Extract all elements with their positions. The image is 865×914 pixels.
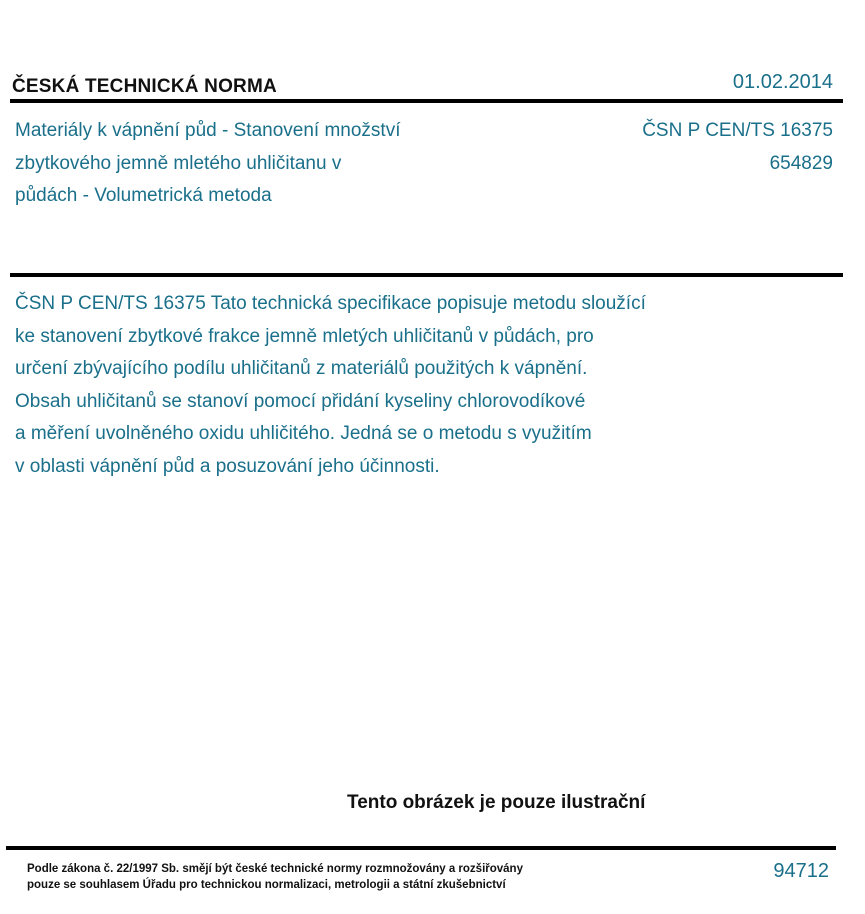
legal-line: pouze se souhlasem Úřadu pro technickou normalizaci, metrologii a státní zkušebnictví xyxy=(27,878,506,891)
description-line: ke stanovení zbytkové frakce jemně mletých uhličitanů v půdách, pro xyxy=(15,325,594,347)
legal-notice xyxy=(27,862,523,893)
description-line: v oblasti vápnění půd a posuzování jeho účinnosti. xyxy=(15,455,440,477)
standard-identifier xyxy=(642,115,833,180)
illustration-note: Tento obrázek je pouze ilustrační xyxy=(347,792,646,813)
standard-description xyxy=(15,288,775,483)
description-line: ČSN P CEN/TS 16375 Tato technická specifikace popisuje metodu sloužící xyxy=(15,293,646,314)
standard-code: ČSN P CEN/TS 16375 xyxy=(642,120,833,141)
footer-divider xyxy=(6,846,836,850)
document-number: 94712 xyxy=(773,860,829,882)
description-line: a měření uvolněného oxidu uhličitého. Jedná se o metodu s využitím xyxy=(15,423,592,444)
header-divider xyxy=(10,99,843,103)
standard-title xyxy=(15,115,485,213)
title-line: půdách - Volumetrická metoda xyxy=(15,185,272,206)
publication-date: 01.02.2014 xyxy=(732,71,833,93)
title-line: zbytkového jemně mletého uhličitanu v xyxy=(15,152,342,174)
legal-line: Podle zákona č. 22/1997 Sb. smějí být české technické normy rozmnožovány a rozšiřovány xyxy=(27,863,523,875)
section-divider xyxy=(10,273,843,277)
description-line: určení zbývajícího podílu uhličitanů z materiálů použitých k vápnění. xyxy=(15,358,588,379)
document-type-heading: ČESKÁ TECHNICKÁ NORMA xyxy=(12,76,277,97)
description-line: Obsah uhličitanů se stanoví pomocí přidání kyseliny chlorovodíkové xyxy=(15,390,586,412)
title-line: Materiály k vápnění půd - Stanovení množství xyxy=(15,120,401,141)
catalog-number: 654829 xyxy=(769,152,833,174)
